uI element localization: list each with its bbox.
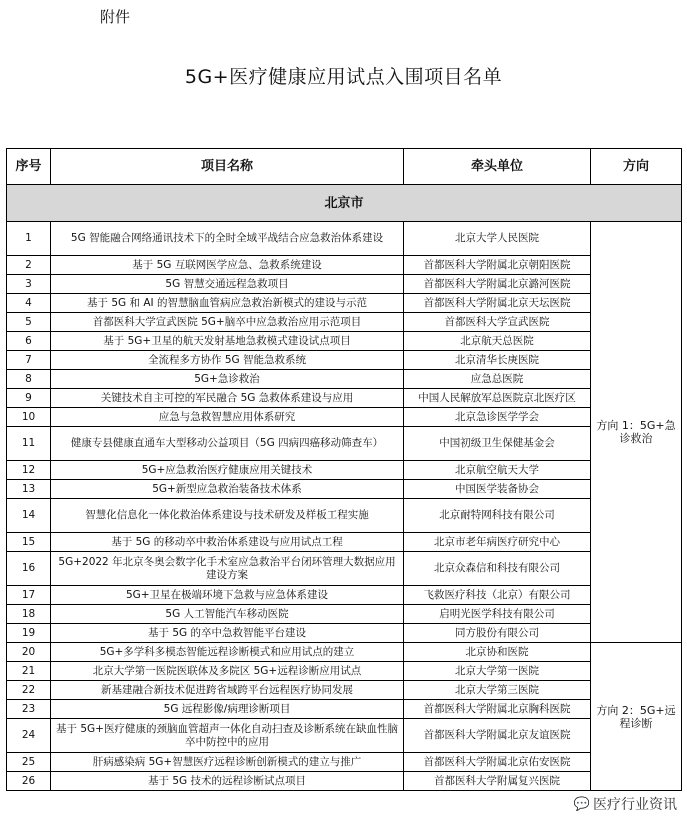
cell-project-name: 基于 5G+卫星的航天发射基地急救模式建设试点项目 — [51, 332, 404, 351]
table-row — [7, 681, 682, 700]
cell-lead-unit: 中国初级卫生保健基金会 — [404, 427, 591, 461]
cell-project-name: 基于 5G 互联网医学应急、急救系统建设 — [51, 256, 404, 275]
watermark-text: 医疗行业资讯 — [593, 797, 677, 813]
cell-no: 26 — [7, 772, 51, 791]
table-row — [7, 427, 682, 461]
cell-project-name: 关键技术自主可控的军民融合 5G 急救体系建设与应用 — [51, 389, 404, 408]
cell-lead-unit: 首都医科大学附属北京友谊医院 — [404, 719, 591, 753]
cell-no: 5 — [7, 313, 51, 332]
cell-project-name: 5G+急诊救治 — [51, 370, 404, 389]
col-header-lead: 牵头单位 — [404, 149, 591, 185]
cell-no: 7 — [7, 351, 51, 370]
cell-lead-unit: 首都医科大学附属北京天坛医院 — [404, 294, 591, 313]
cell-project-name: 新基建融合新技术促进跨省域跨平台远程医疗协同发展 — [51, 681, 404, 700]
col-header-name: 项目名称 — [51, 149, 404, 185]
cell-no: 15 — [7, 533, 51, 552]
wechat-bubble-icon: 💬 — [573, 796, 590, 812]
cell-project-name: 5G 人工智能汽车移动医院 — [51, 605, 404, 624]
cell-project-name: 北京大学第一医院医联体及多院区 5G+远程诊断应用试点 — [51, 662, 404, 681]
cell-lead-unit: 北京急诊医学学会 — [404, 408, 591, 427]
project-table — [6, 148, 682, 791]
table-row — [7, 662, 682, 681]
cell-no: 23 — [7, 700, 51, 719]
table-row — [7, 772, 682, 791]
cell-direction: 方向 1：5G+急诊救治 — [591, 222, 682, 643]
cell-lead-unit: 北京市老年病医疗研究中心 — [404, 533, 591, 552]
table-row — [7, 275, 682, 294]
cell-lead-unit: 北京大学第三医院 — [404, 681, 591, 700]
attachment-label: 附件 — [100, 8, 131, 26]
cell-no: 25 — [7, 753, 51, 772]
cell-lead-unit: 首都医科大学附属复兴医院 — [404, 772, 591, 791]
cell-lead-unit: 中国人民解放军总医院京北医疗区 — [404, 389, 591, 408]
cell-project-name: 5G+新型应急救治装备技术体系 — [51, 480, 404, 499]
cell-no: 13 — [7, 480, 51, 499]
table-row — [7, 351, 682, 370]
table-row — [7, 624, 682, 643]
cell-project-name: 5G+应急救治医疗健康应用关键技术 — [51, 461, 404, 480]
cell-project-name: 5G+2022 年北京冬奥会数字化手术室应急救治平台闭环管理大数据应用建设方案 — [51, 552, 404, 586]
cell-lead-unit: 北京大学人民医院 — [404, 222, 591, 256]
table-row — [7, 499, 682, 533]
region-row — [7, 185, 682, 222]
cell-direction: 方向 2：5G+远程诊断 — [591, 643, 682, 791]
cell-project-name: 肝病感染病 5G+智慧医疗远程诊断创新模式的建立与推广 — [51, 753, 404, 772]
table-row — [7, 586, 682, 605]
table-row — [7, 719, 682, 753]
cell-no: 14 — [7, 499, 51, 533]
cell-no: 19 — [7, 624, 51, 643]
cell-no: 1 — [7, 222, 51, 256]
cell-lead-unit: 首都医科大学附属北京胸科医院 — [404, 700, 591, 719]
cell-project-name: 全流程多方协作 5G 智能急救系统 — [51, 351, 404, 370]
cell-no: 16 — [7, 552, 51, 586]
cell-no: 17 — [7, 586, 51, 605]
page-title: 5G+医疗健康应用试点入围项目名单 — [184, 66, 503, 88]
cell-project-name: 5G 智能融合网络通讯技术下的全时全域平战结合应急救治体系建设 — [51, 222, 404, 256]
cell-no: 20 — [7, 643, 51, 662]
table-row — [7, 408, 682, 427]
table-row — [7, 313, 682, 332]
cell-no: 3 — [7, 275, 51, 294]
cell-lead-unit: 中国医学装备协会 — [404, 480, 591, 499]
table-row — [7, 294, 682, 313]
cell-lead-unit: 北京航空航天大学 — [404, 461, 591, 480]
region-label: 北京市 — [7, 185, 682, 222]
table-row — [7, 461, 682, 480]
table-row — [7, 533, 682, 552]
cell-project-name: 基于 5G 的卒中急救智能平台建设 — [51, 624, 404, 643]
cell-lead-unit: 首都医科大学附属北京佑安医院 — [404, 753, 591, 772]
table-row — [7, 332, 682, 351]
cell-no: 22 — [7, 681, 51, 700]
cell-lead-unit: 北京耐特网科技有限公司 — [404, 499, 591, 533]
cell-lead-unit: 应急总医院 — [404, 370, 591, 389]
cell-no: 11 — [7, 427, 51, 461]
cell-lead-unit: 北京清华长庚医院 — [404, 351, 591, 370]
cell-project-name: 基于 5G 技术的远程诊断试点项目 — [51, 772, 404, 791]
table-row — [7, 552, 682, 586]
table-row — [7, 480, 682, 499]
source-watermark — [572, 793, 679, 815]
cell-no: 6 — [7, 332, 51, 351]
table-row — [7, 643, 682, 662]
table-row — [7, 605, 682, 624]
cell-lead-unit: 首都医科大学宣武医院 — [404, 313, 591, 332]
cell-project-name: 基于 5G 和 AI 的智慧脑血管病应急救治新模式的建设与示范 — [51, 294, 404, 313]
cell-no: 24 — [7, 719, 51, 753]
cell-lead-unit: 北京协和医院 — [404, 643, 591, 662]
cell-no: 8 — [7, 370, 51, 389]
cell-project-name: 健康专县健康直通车大型移动公益项目（5G 四病四癌移动筛查车） — [51, 427, 404, 461]
table-row — [7, 753, 682, 772]
cell-lead-unit: 启明光医学科技有限公司 — [404, 605, 591, 624]
cell-project-name: 5G+卫星在极端环境下急救与应急体系建设 — [51, 586, 404, 605]
cell-lead-unit: 飞救医疗科技（北京）有限公司 — [404, 586, 591, 605]
cell-project-name: 5G+多学科多模态智能远程诊断模式和应用试点的建立 — [51, 643, 404, 662]
table-row — [7, 389, 682, 408]
cell-no: 12 — [7, 461, 51, 480]
cell-no: 21 — [7, 662, 51, 681]
cell-project-name: 基于 5G 的移动卒中救治体系建设与应用试点工程 — [51, 533, 404, 552]
cell-no: 10 — [7, 408, 51, 427]
cell-lead-unit: 同方股份有限公司 — [404, 624, 591, 643]
cell-project-name: 5G 智慧交通远程急救项目 — [51, 275, 404, 294]
table-row — [7, 700, 682, 719]
cell-project-name: 5G 远程影像/病理诊断项目 — [51, 700, 404, 719]
cell-no: 2 — [7, 256, 51, 275]
cell-project-name: 应急与急救智慧应用体系研究 — [51, 408, 404, 427]
cell-no: 4 — [7, 294, 51, 313]
cell-project-name: 首都医科大学宣武医院 5G+脑卒中应急救治应用示范项目 — [51, 313, 404, 332]
cell-lead-unit: 北京大学第一医院 — [404, 662, 591, 681]
cell-no: 9 — [7, 389, 51, 408]
table-row — [7, 370, 682, 389]
cell-lead-unit: 首都医科大学附属北京潞河医院 — [404, 275, 591, 294]
col-header-direction: 方向 — [591, 149, 682, 185]
col-header-no: 序号 — [7, 149, 51, 185]
table-row — [7, 222, 682, 256]
cell-project-name: 基于 5G+医疗健康的颈脑血管超声一体化自动扫查及诊断系统在缺血性脑卒中防控中的应用 — [51, 719, 404, 753]
cell-no: 18 — [7, 605, 51, 624]
cell-project-name: 智慧化信息化一体化救治体系建设与技术研发及样板工程实施 — [51, 499, 404, 533]
cell-lead-unit: 首都医科大学附属北京朝阳医院 — [404, 256, 591, 275]
table-header-row — [7, 149, 682, 185]
cell-lead-unit: 北京航天总医院 — [404, 332, 591, 351]
table-row — [7, 256, 682, 275]
cell-lead-unit: 北京众森信和科技有限公司 — [404, 552, 591, 586]
